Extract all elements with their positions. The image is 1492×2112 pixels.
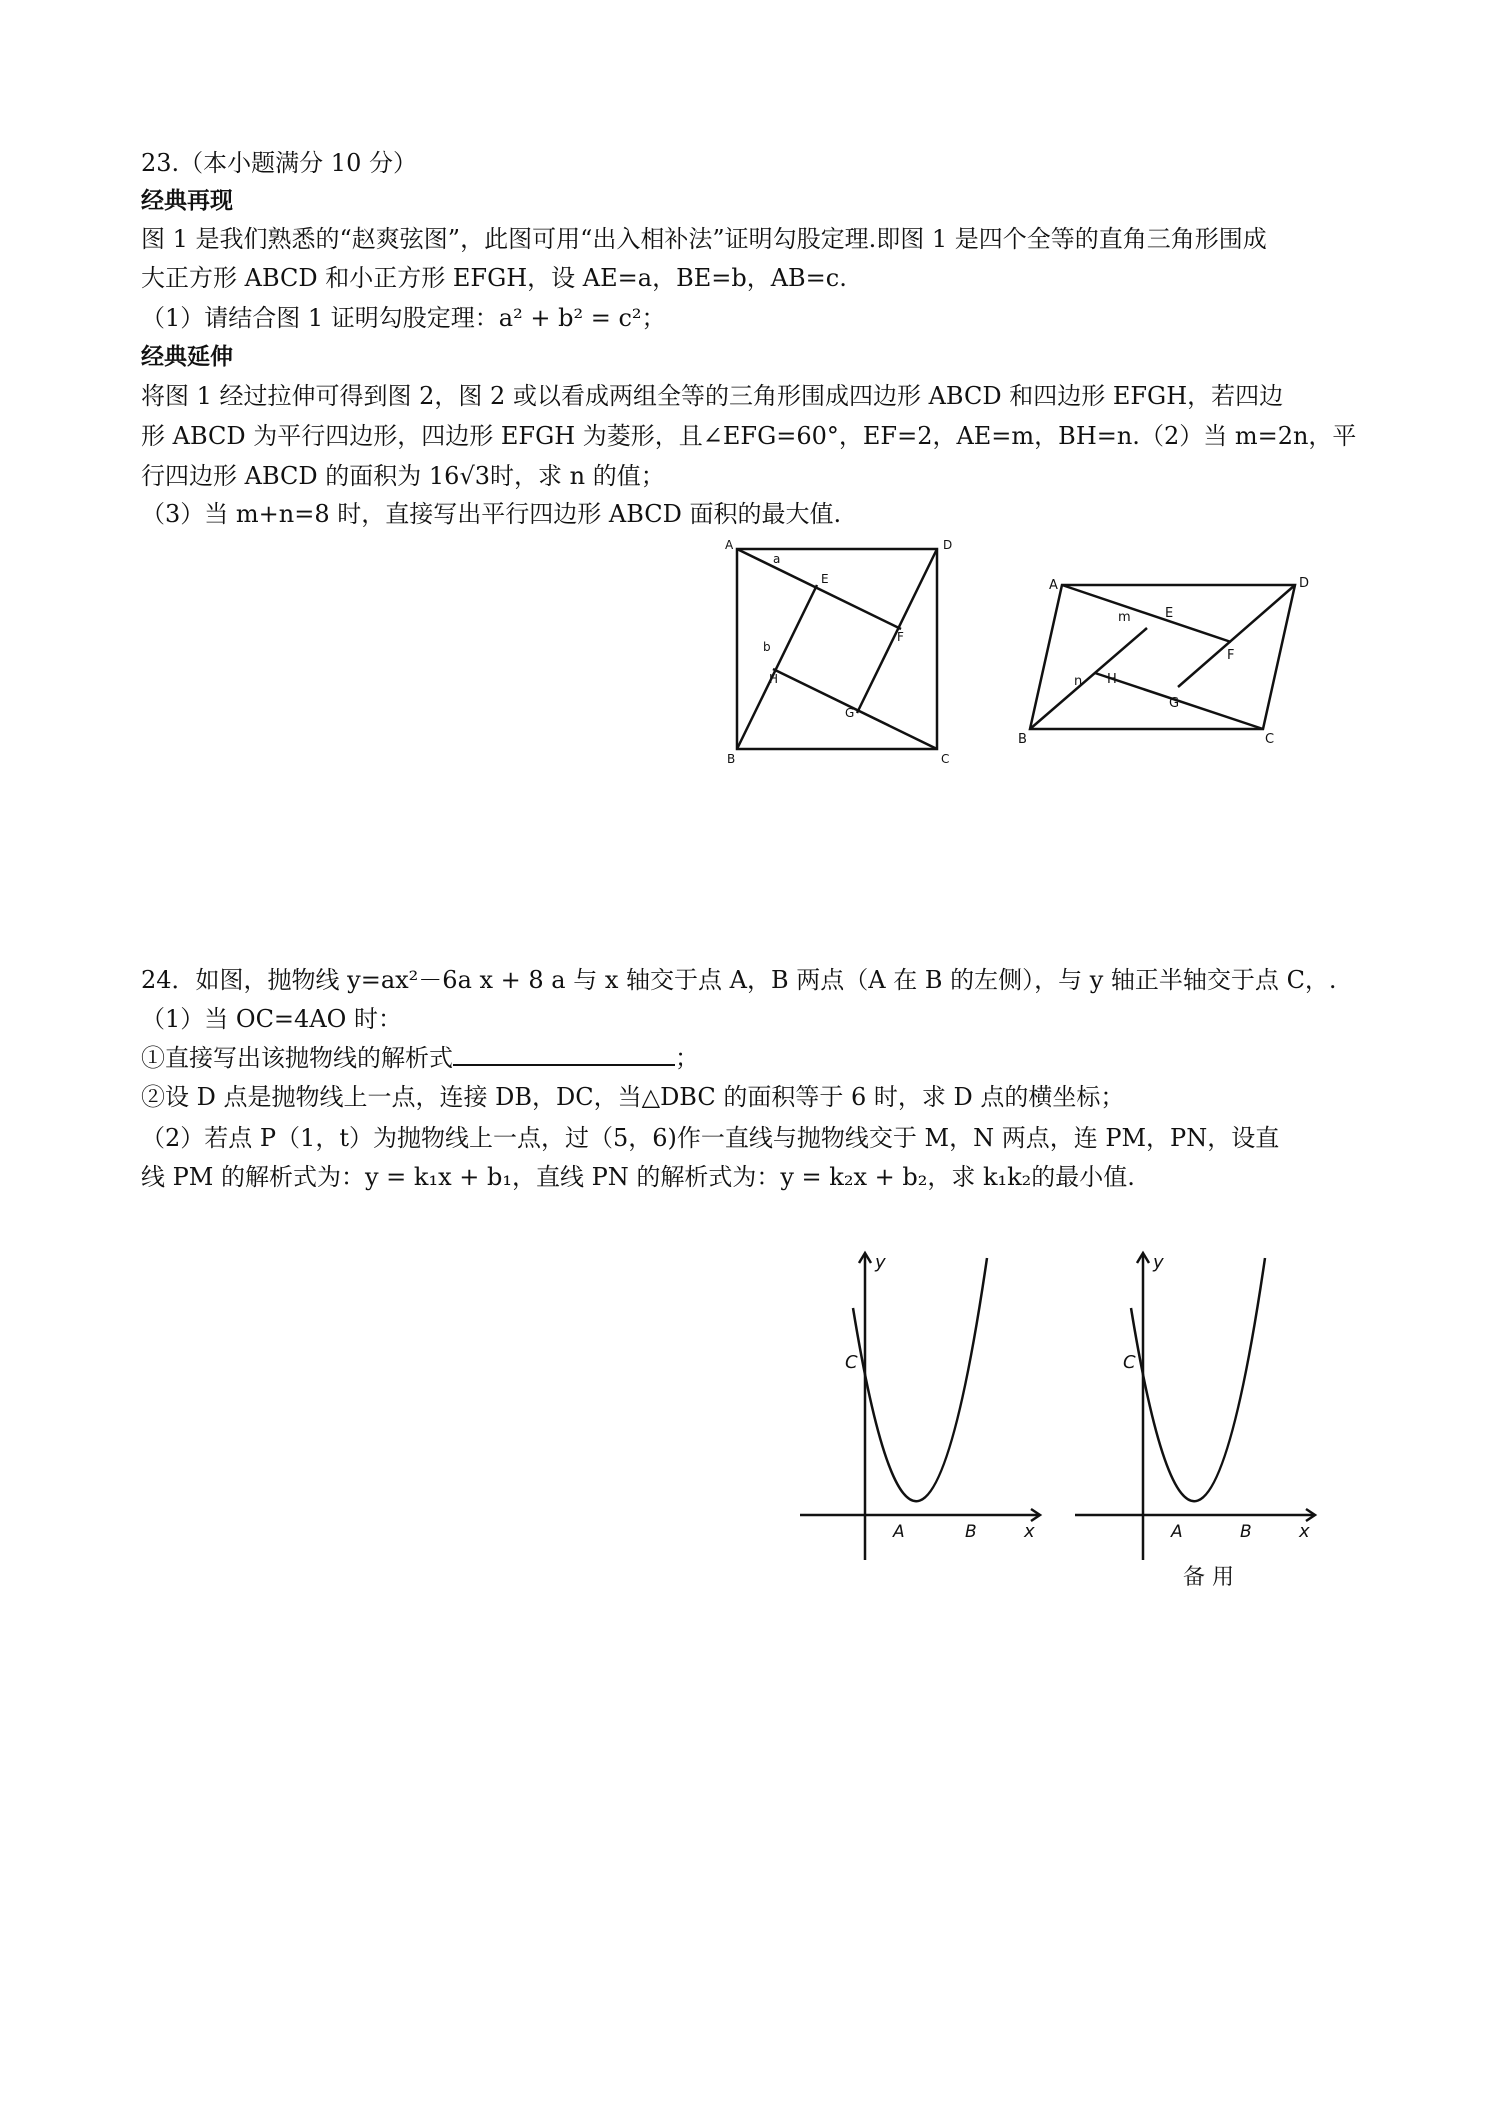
q24-part-2-cont: 线 PM 的解析式为：y = k₁x + b₁，直线 PN 的解析式为：y = k₂x + b₂，求 k₁k₂的最小值.	[141, 1163, 1135, 1191]
figure-1-zhao-shuang-diagram	[715, 535, 955, 765]
q24-part-1-sub-2: ②设 D 点是抛物线上一点，连接 DB，DC，当△DBC 的面积等于 6 时，求 D 点的横坐标；	[141, 1083, 1125, 1111]
fig1-label-C: C	[941, 752, 950, 766]
q24-part-1-sub-1	[141, 1041, 699, 1075]
fig2-label-G: G	[1169, 696, 1180, 711]
q23-paragraph-4: 形 ABCD 为平行四边形，四边形 EFGH 为菱形，且∠EFG=60°，EF=2，AE=m，BH=n.（2）当 m=2n，平	[141, 422, 1357, 450]
fig2-label-n: n	[1074, 674, 1083, 689]
fig1-label-b: b	[763, 640, 771, 654]
graph2-label-B: B	[1240, 1522, 1252, 1542]
fig2-label-H: H	[1107, 672, 1117, 687]
fig1-label-D: D	[943, 538, 953, 552]
q24-sub-1-text: ①直接写出该抛物线的解析式	[141, 1044, 453, 1072]
graph2-label-y: y	[1153, 1252, 1164, 1273]
q23-paragraph-3: 将图 1 经过拉伸可得到图 2，图 2 或以看成两组全等的三角形围成四边形 ABCD 和四边形 EFGH，若四边	[141, 382, 1284, 410]
graph1-label-y: y	[875, 1252, 886, 1273]
fig2-label-E: E	[1165, 606, 1174, 621]
parabola-graph-main	[795, 1250, 1055, 1560]
q23-part-2: 行四边形 ABCD 的面积为 16√3时，求 n 的值；	[141, 462, 665, 490]
fig2-label-B: B	[1018, 732, 1027, 747]
q23-paragraph-1: 图 1 是我们熟悉的“赵爽弦图”，此图可用“出入相补法”证明勾股定理.即图 1 是四个全等的直角三角形围成	[141, 225, 1267, 253]
graph2-label-x: x	[1299, 1521, 1310, 1542]
fig2-label-D: D	[1299, 576, 1310, 591]
answer-blank	[453, 1042, 675, 1066]
q24-sub-1-end: ；	[675, 1044, 699, 1072]
parabola-graph-spare	[1070, 1250, 1330, 1560]
fig1-label-B: B	[727, 752, 736, 766]
q24-part-1: （1）当 OC=4AO 时：	[141, 1005, 402, 1033]
graph2-label-C: C	[1123, 1352, 1136, 1373]
fig2-label-A: A	[1049, 578, 1058, 593]
fig2-label-C: C	[1265, 732, 1275, 747]
q24-part-2: （2）若点 P（1，t）为抛物线上一点，过（5，6)作一直线与抛物线交于 M，N 两点，连 PM，PN，设直	[141, 1124, 1280, 1152]
fig2-label-F: F	[1227, 648, 1235, 663]
q23-part-1: （1）请结合图 1 证明勾股定理：a² + b² = c²；	[141, 304, 666, 332]
graph1-label-x: x	[1024, 1521, 1035, 1542]
fig1-label-a: a	[773, 552, 781, 566]
q24-header: 24．如图，抛物线 y=ax²－6a x + 8 a 与 x 轴交于点 A，B 两点（A 在 B 的左侧），与 y 轴正半轴交于点 C，.	[141, 966, 1337, 994]
q23-header: 23.（本小题满分 10 分）	[141, 149, 417, 177]
spare-graph-caption: 备 用	[1183, 1565, 1234, 1590]
graph1-label-A: A	[893, 1522, 905, 1542]
graph1-label-C: C	[845, 1352, 858, 1373]
fig2-label-m: m	[1118, 610, 1131, 625]
fig1-label-A: A	[725, 538, 734, 552]
graph2-label-A: A	[1171, 1522, 1183, 1542]
fig1-label-G: G	[845, 706, 855, 720]
figure-2-parallelogram-diagram	[1015, 565, 1310, 755]
fig1-label-F: F	[897, 630, 904, 644]
q23-section-classic-extension: 经典延伸	[141, 344, 233, 370]
q23-paragraph-2: 大正方形 ABCD 和小正方形 EFGH，设 AE=a，BE=b，AB=c.	[141, 264, 847, 292]
q23-part-3: （3）当 m+n=8 时，直接写出平行四边形 ABCD 面积的最大值.	[141, 500, 842, 528]
graph1-label-B: B	[965, 1522, 977, 1542]
fig1-label-H: H	[769, 672, 779, 686]
q23-section-classic-review: 经典再现	[141, 188, 233, 214]
fig1-label-E: E	[821, 572, 829, 586]
